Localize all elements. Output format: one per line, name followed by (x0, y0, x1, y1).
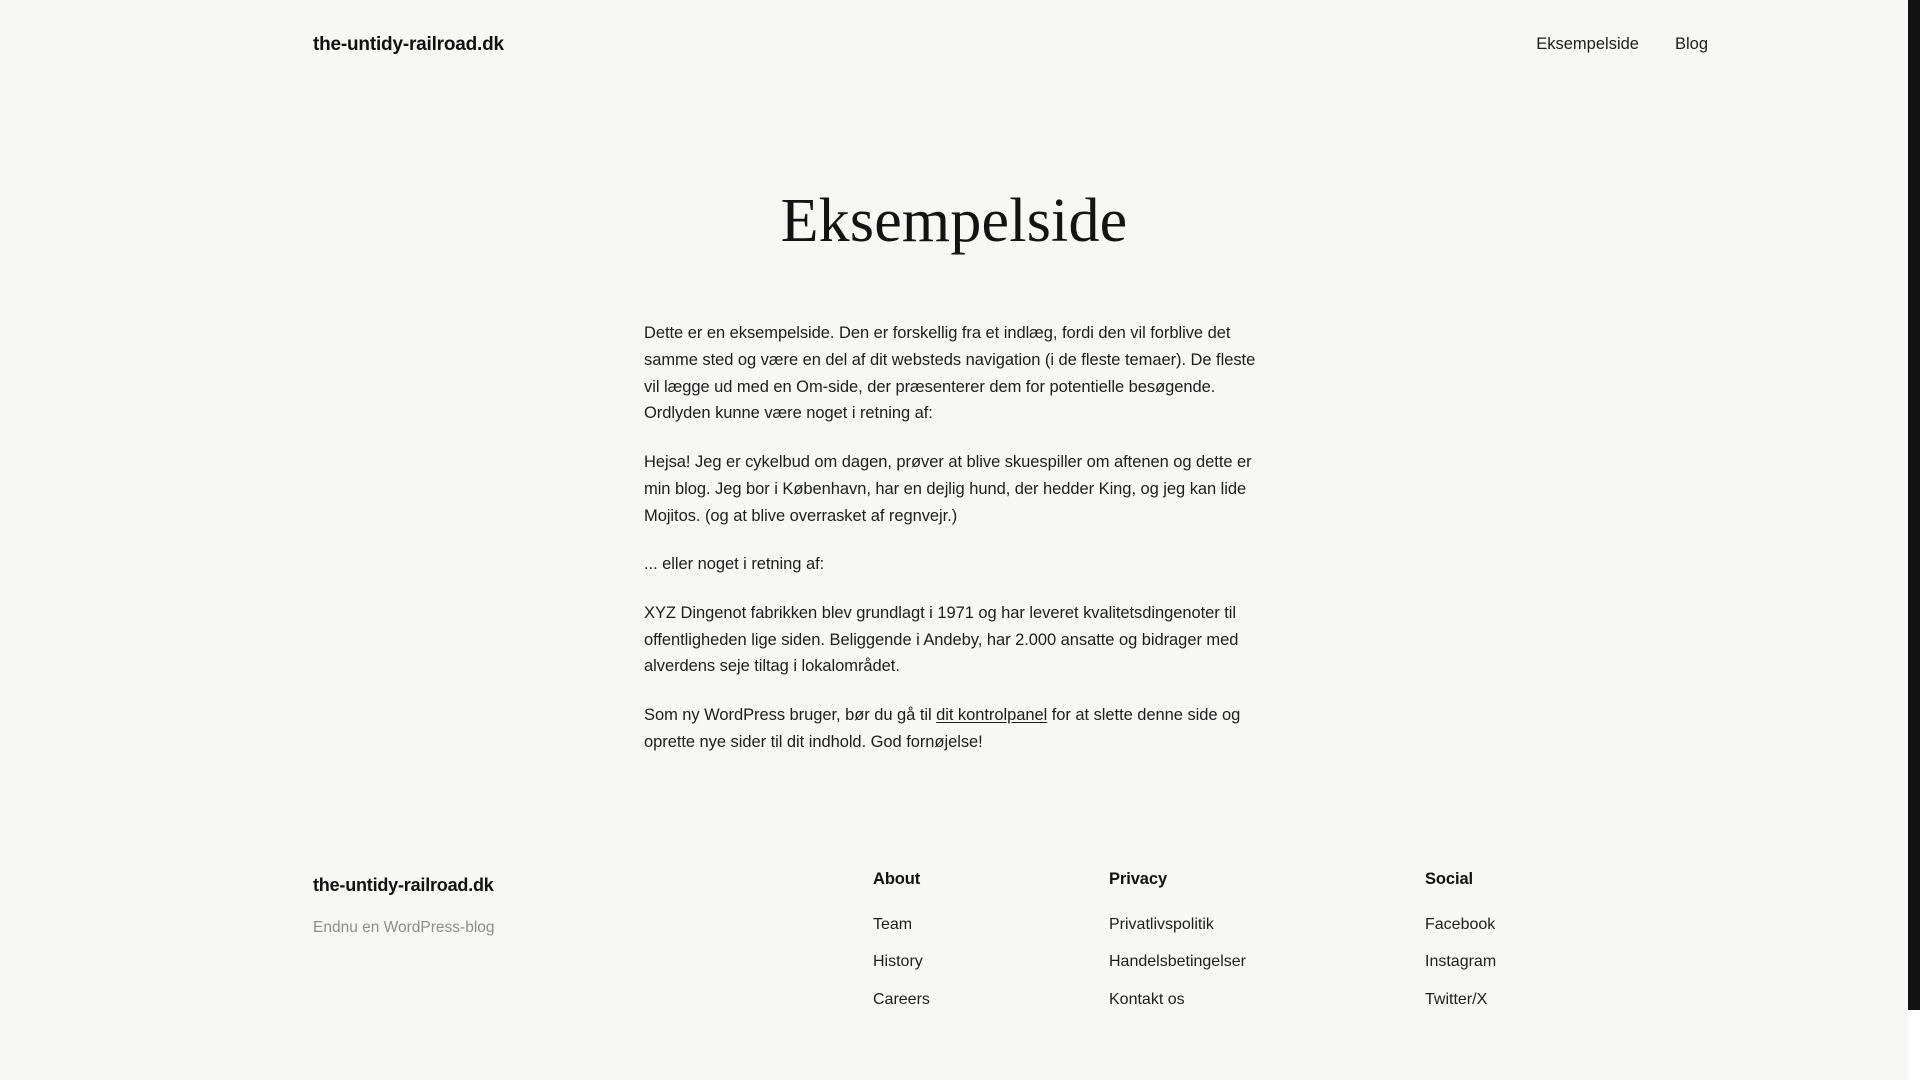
footer-site-title-link[interactable]: the-untidy-railroad.dk (313, 874, 494, 895)
list-item (1425, 951, 1661, 973)
footer-link-kontakt-os[interactable]: Kontakt os (1109, 990, 1185, 1008)
site-footer (0, 869, 1908, 1012)
footer-link-facebook[interactable]: Facebook (1425, 916, 1496, 934)
footer-column-about (873, 869, 1109, 1012)
footer-heading-privacy: Privacy (1109, 869, 1168, 888)
footer-link-handelsbetingelser[interactable]: Handelsbetingelser (1109, 953, 1246, 971)
dashboard-hint-text-before: Som ny WordPress bruger, bør du gå til (644, 706, 937, 725)
nav-item-blog[interactable]: Blog (1674, 35, 1708, 54)
nav-item-eksempelside[interactable]: Eksempelside (1536, 35, 1639, 54)
footer-link-privatlivspolitik[interactable]: Privatlivspolitik (1109, 916, 1214, 934)
page-title: Eksempelside (780, 187, 1128, 255)
paragraph-example-personal: Hejsa! Jeg er cykelbud om dagen, prøver at blive skuespiller om aftenen og dette er min blog. Jeg bor i København, har en dejlig hund, der hedder King, og jeg kan lide Mojitos. (og at blive overrasket af regnvejr.) (644, 453, 1252, 525)
footer-heading-social: Social (1425, 869, 1474, 888)
footer-tagline: Endnu en WordPress-blog (313, 919, 495, 937)
list-item (1109, 989, 1425, 1011)
list-item (873, 951, 1109, 973)
footer-column-social (1425, 869, 1661, 1012)
site-title-link[interactable]: the-untidy-railroad.dk (313, 33, 504, 55)
vertical-scrollbar-track[interactable] (1908, 0, 1920, 1080)
paragraph-dashboard-hint (644, 702, 1264, 755)
footer-link-careers[interactable]: Careers (873, 990, 930, 1008)
footer-list-social (1425, 914, 1661, 1011)
paragraph-example-company: XYZ Dingenot fabrikken blev grundlagt i 1971 og har leveret kvalitetsdingenoter til offentligheden lige siden. Beliggende i Andeby, har 2.000 ansatte og bidrager med alverdens seje tiltag i lokalområdet. (644, 604, 1239, 676)
site-header (0, 0, 1908, 68)
vertical-scrollbar-thumb[interactable] (1908, 0, 1920, 1010)
dashboard-hint-text-after: for at slette denne side og oprette nye sider til dit indhold. God fornøjelse! (644, 706, 1241, 751)
footer-brand-column (313, 869, 873, 939)
footer-link-columns (873, 869, 1832, 1012)
footer-heading-about: About (873, 869, 921, 888)
footer-list-privacy (1109, 914, 1425, 1011)
footer-link-history[interactable]: History (873, 953, 923, 971)
list-item (873, 914, 1109, 936)
list-item (1109, 951, 1425, 973)
main-content (0, 68, 1908, 756)
footer-link-team[interactable]: Team (873, 916, 913, 934)
paragraph-intro: Dette er en eksempelside. Den er forskellig fra et indlæg, fordi den vil forblive det samme sted og være en del af dit websteds navigation (i de fleste temaer). De fleste vil lægge ud med en Om-side, der præsenterer dem for potentielle besøgende. Ordlyden kunne være noget i retning af: (644, 324, 1256, 423)
list-item (1425, 989, 1661, 1011)
footer-link-twitter-x[interactable]: Twitter/X (1425, 990, 1488, 1008)
dashboard-link[interactable]: dit kontrolpanel (936, 706, 1048, 725)
footer-column-privacy (1109, 869, 1425, 1012)
footer-link-instagram[interactable]: Instagram (1425, 953, 1497, 971)
entry-content (644, 257, 1264, 755)
footer-list-about (873, 914, 1109, 1011)
list-item (1425, 914, 1661, 936)
paragraph-or-something: ... eller noget i retning af: (644, 555, 825, 574)
primary-navigation (1536, 34, 1832, 55)
list-item (1109, 914, 1425, 936)
list-item (873, 989, 1109, 1011)
